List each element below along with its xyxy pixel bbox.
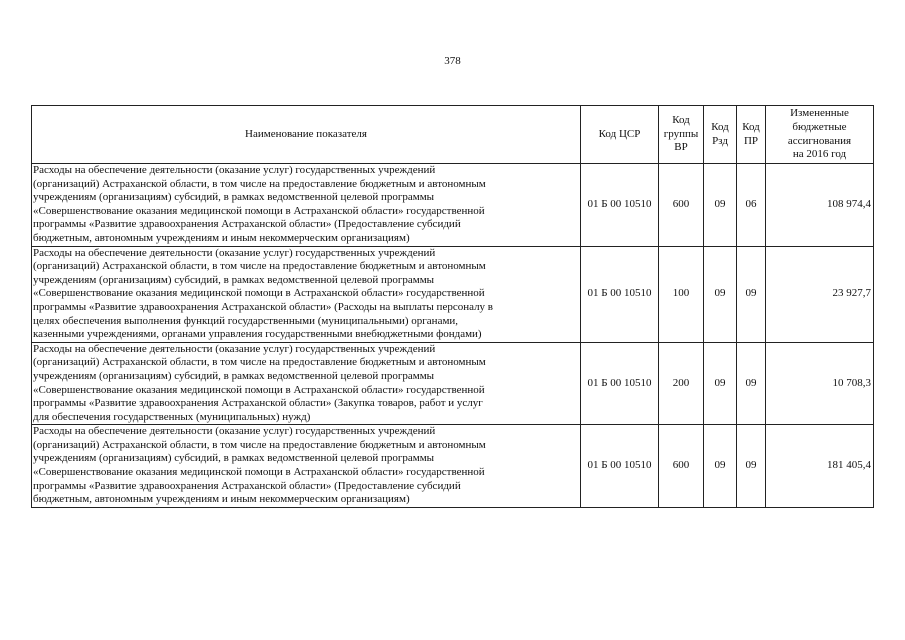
row-description: Расходы на обеспечение деятельности (оказание услуг) государственных учреждений (организаций) Астраханской области, в том числе на предоставление бюджетным и автономным учреждениям (организациям) субсидий, в рамках ведомственной целевой программы «Совершенствование оказания медицинской помощи в Астраханской области» государственной программы «Развитие здравоохранения Астраханской области» (Предоставление субсидий бюджетным, автономным учреждениям и иным некоммерческим организациям) [32,164,581,247]
row-csr-code: 01 Б 00 10510 [581,425,659,508]
page-number: 378 [444,55,461,67]
header-rzd-code: Код Рзд [704,106,737,164]
row-description: Расходы на обеспечение деятельности (оказание услуг) государственных учреждений (организаций) Астраханской области, в том числе на предоставление бюджетным и автономным учреждениям (организациям) субсидий, в рамках ведомственной целевой программы «Совершенствование оказания медицинской помощи в Астраханской области» государственной программы «Развитие здравоохранения Астраханской области» (Закупка товаров, работ и услуг для обеспечения государственных (муниципальных) нужд) [32,342,581,425]
row-amount: 23 927,7 [766,246,874,342]
budget-table [31,105,874,508]
row-vr-code: 600 [659,425,704,508]
row-pr-code: 09 [737,342,766,425]
table-row [32,425,874,508]
row-pr-code: 06 [737,164,766,247]
row-vr-code: 100 [659,246,704,342]
row-description: Расходы на обеспечение деятельности (оказание услуг) государственных учреждений (организаций) Астраханской области, в том числе на предоставление бюджетным и автономным учреждениям (организациям) субсидий, в рамках ведомственной целевой программы «Совершенствование оказания медицинской помощи в Астраханской области» государственной программы «Развитие здравоохранения Астраханской области» (Предоставление субсидий бюджетным, автономным учреждениям и иным некоммерческим организациям) [32,425,581,508]
row-rzd-code: 09 [704,246,737,342]
row-amount: 108 974,4 [766,164,874,247]
row-description: Расходы на обеспечение деятельности (оказание услуг) государственных учреждений (организаций) Астраханской области, в том числе на предоставление бюджетным и автономным учреждениям (организациям) субсидий, в рамках ведомственной целевой программы «Совершенствование оказания медицинской помощи в Астраханской области» государственной программы «Развитие здравоохранения Астраханской области» (Расходы на выплаты персоналу в целях обеспечения выполнения функций государственными (муниципальными) органами, казенными учреждениями, органами управления государственными внебюджетными фондами) [32,246,581,342]
table-row [32,164,874,247]
row-amount: 10 708,3 [766,342,874,425]
row-rzd-code: 09 [704,164,737,247]
row-pr-code: 09 [737,246,766,342]
header-name: Наименование показателя [32,106,581,164]
row-csr-code: 01 Б 00 10510 [581,342,659,425]
row-csr-code: 01 Б 00 10510 [581,246,659,342]
row-rzd-code: 09 [704,425,737,508]
header-vr-code: Код группы ВР [659,106,704,164]
table-row [32,246,874,342]
header-amount: Измененные бюджетные ассигнования на 2016 год [766,106,874,164]
header-pr-code: Код ПР [737,106,766,164]
row-pr-code: 09 [737,425,766,508]
row-csr-code: 01 Б 00 10510 [581,164,659,247]
row-amount: 181 405,4 [766,425,874,508]
table-row [32,342,874,425]
header-csr-code: Код ЦСР [581,106,659,164]
row-vr-code: 200 [659,342,704,425]
row-vr-code: 600 [659,164,704,247]
table-header-row [32,106,874,164]
row-rzd-code: 09 [704,342,737,425]
